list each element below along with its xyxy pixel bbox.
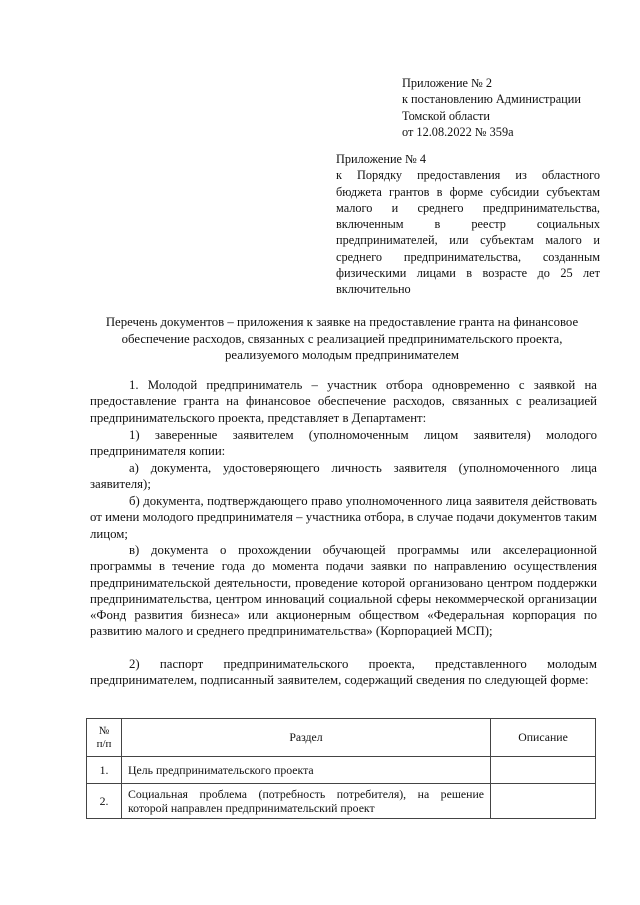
appendix-2-reference: к постановлению Администрации: [402, 92, 581, 107]
project-passport-table: [86, 718, 596, 819]
header-number-symbol: №: [98, 724, 110, 737]
appendix-4-reference: к Порядку предоставления из областного бюджета грантов в форме субсидии субъектам малого и среднего предпринимательства, включенным в реестр социальных предпринимателей, или субъектам малого и среднего предпринимательства, созданным физическими лицами в возрасте до 25 лет включительно: [336, 168, 600, 297]
appendix-2-date: от 12.08.2022 № 359а: [402, 124, 514, 139]
table-row: [87, 757, 596, 784]
paragraph-item-2: 2) паспорт предпринимательского проекта, представленного молодым предпринимателем, подписанный заявителем, содержащий сведения по следующей форме:: [90, 657, 597, 688]
header-description: Описание: [491, 719, 596, 757]
row-section: Цель предпринимательского проекта: [122, 757, 491, 784]
paragraph-item-b: б) документа, подтверждающего право уполномоченного лица заявителя действовать от имени молодого предпринимателя – участника отбора, в случае подачи документов таким лицом;: [90, 494, 597, 541]
document-title: Перечень документов – приложения к заявке на предоставление гранта на финансовое обеспечение расходов, связанных с реализацией предпринимательского проекта, реализуемого молодым предпринимателем: [105, 315, 579, 362]
header-section: Раздел: [122, 719, 491, 757]
table-row: [87, 784, 596, 819]
header-number: [87, 719, 122, 757]
paragraph-1: 1. Молодой предприниматель – участник отбора одновременно с заявкой на предоставление гранта на финансовое обеспечение расходов, связанных с реализацией предпринимательского проекта, представляет в Департамент:: [90, 378, 597, 425]
row-description: [491, 757, 596, 784]
table-header-row: [87, 719, 596, 757]
appendix-4-title: Приложение № 4: [336, 152, 427, 166]
row-description: [491, 784, 596, 819]
appendix-2-region: Томской области: [402, 108, 490, 123]
paragraph-item-1: 1) заверенные заявителем (уполномоченным лицом заявителя) молодого предпринимателя копии:: [90, 428, 597, 459]
row-number: 2.: [87, 784, 122, 819]
row-section: Социальная проблема (потребность потребителя), на решение которой направлен предпринимательский проект: [122, 784, 491, 819]
header-number-label: п/п: [96, 737, 112, 750]
appendix-2-title: Приложение № 2: [402, 76, 493, 90]
row-number: 1.: [87, 757, 122, 784]
paragraph-item-v: в) документа о прохождении обучающей программы или акселерационной программы в течение года до момента подачи заявки по направлению осуществления предпринимательской деятельности, проведение которой организовано центром поддержки предпринимательства, центром инноваций социальной сферы некоммерческой организации «Фонд развития бизнеса» или акционерным обществом «Федеральная корпорация по развитию малого и среднего предпринимательства» (Корпорацией МСП);: [90, 543, 597, 639]
paragraph-item-a: а) документа, удостоверяющего личность заявителя (уполномоченного лица заявителя);: [90, 461, 597, 492]
appendix-4-header: [336, 151, 600, 298]
appendix-2-header: [402, 75, 602, 140]
